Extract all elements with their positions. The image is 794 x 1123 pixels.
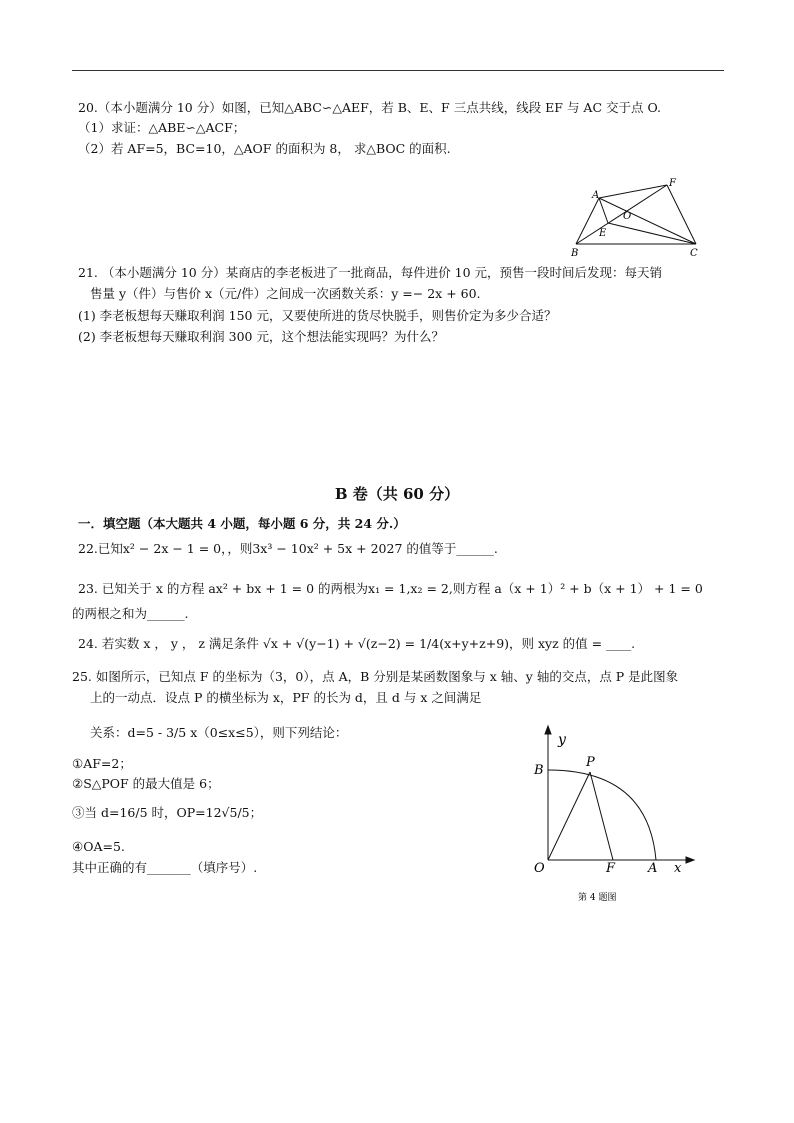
q25-line3: 关系：d=5 - 3/5 x（0≤x≤5），则下列结论： — [90, 725, 348, 740]
q24-text: 24. 若实数 x ， y ， z 满足条件 √x + √(y−1) + √(z−2) = 1/4(x+y+z+9)，则 xyz 的值 = ____. — [78, 636, 636, 651]
label-a: A — [648, 861, 658, 876]
q20-part2: （2）若 AF=5，BC=10，△AOF 的面积为 8， 求△BOC 的面积. — [78, 141, 451, 156]
label-y: y — [558, 732, 566, 748]
label-a: A — [592, 190, 600, 201]
label-c: C — [690, 248, 698, 259]
segment-pf — [590, 772, 613, 860]
label-o: O — [623, 211, 632, 222]
q25-coordinate-figure — [508, 722, 698, 912]
q25-line2: 上的一动点．设点 P 的横坐标为 x，PF 的长为 d，且 d 与 x 之间满足 — [90, 690, 482, 705]
q22-text: 22.已知x² − 2x − 1 = 0，，则3x³ − 10x² + 5x + 2027 的值等于______. — [78, 541, 498, 556]
part-b-title: B 卷（共 60 分） — [334, 485, 460, 503]
label-p: P — [586, 755, 595, 770]
q25-line1: 25. 如图所示，已知点 F 的坐标为（3，0），点 A，B 分别是某函数图象与 x 轴、y 轴的交点，点 P 是此图象 — [72, 669, 679, 684]
q20-stem: 20.（本小题满分 10 分）如图，已知△ABC∽△AEF，若 B、E、F 三点共线，线段 EF 与 AC 交于点 O. — [78, 100, 661, 115]
q25-choice-4: ④OA=5. — [72, 839, 125, 854]
label-b: B — [571, 248, 579, 259]
q25-choice-2: ②S△POF 的最大值是 6； — [72, 776, 220, 791]
x-axis-arrow — [686, 857, 694, 863]
label-e: E — [599, 228, 607, 239]
q25-choice-1: ①AF=2； — [72, 756, 132, 771]
segment-op — [548, 772, 590, 860]
q25-choice-3: ③当 d=16/5 时，OP=12√5/5； — [72, 805, 263, 820]
q23-line2: 的两根之和为______. — [72, 606, 189, 621]
q23-line1: 23. 已知关于 x 的方程 ax² + bx + 1 = 0 的两根为x₁ = 1,x₂ = 2,则方程 a（x + 1）² + b（x + 1） + 1 = 0 — [78, 581, 703, 596]
section-heading: 一．填空题（本大题共 4 小题，每小题 6 分，共 24 分.） — [78, 516, 406, 531]
q20-triangle-figure — [564, 172, 712, 260]
q21-part1: (1) 李老板想每天赚取利润 150 元，又要使所进的货尽快脱手，则售价定为多少合适？ — [78, 308, 557, 323]
label-f: F — [606, 861, 616, 876]
top-rule — [72, 70, 724, 71]
figure-caption: 第 4 题图 — [578, 893, 617, 903]
q20-part1: （1）求证：△ABE∽△ACF； — [78, 120, 246, 135]
label-b: B — [534, 763, 544, 778]
edge-ec — [608, 223, 696, 244]
y-axis-arrow — [545, 726, 551, 734]
label-f: F — [669, 178, 676, 189]
q21-stem: 21. （本小题满分 10 分）某商店的李老板进了一批商品，每件进价 10 元，预售一段时间后发现：每天销 — [78, 265, 663, 280]
label-o: O — [534, 861, 545, 876]
q21-function: 售量 y（件）与售价 x（元/件）之间成一次函数关系：y =− 2x + 60. — [90, 286, 481, 301]
edge-fc — [667, 185, 696, 244]
function-curve — [548, 770, 656, 860]
edge-ac — [599, 198, 696, 244]
q25-ending: 其中正确的有_______（填序号）. — [72, 860, 258, 875]
label-x: x — [674, 861, 682, 876]
q21-part2: (2) 李老板想每天赚取利润 300 元，这个想法能实现吗？为什么？ — [78, 329, 444, 344]
